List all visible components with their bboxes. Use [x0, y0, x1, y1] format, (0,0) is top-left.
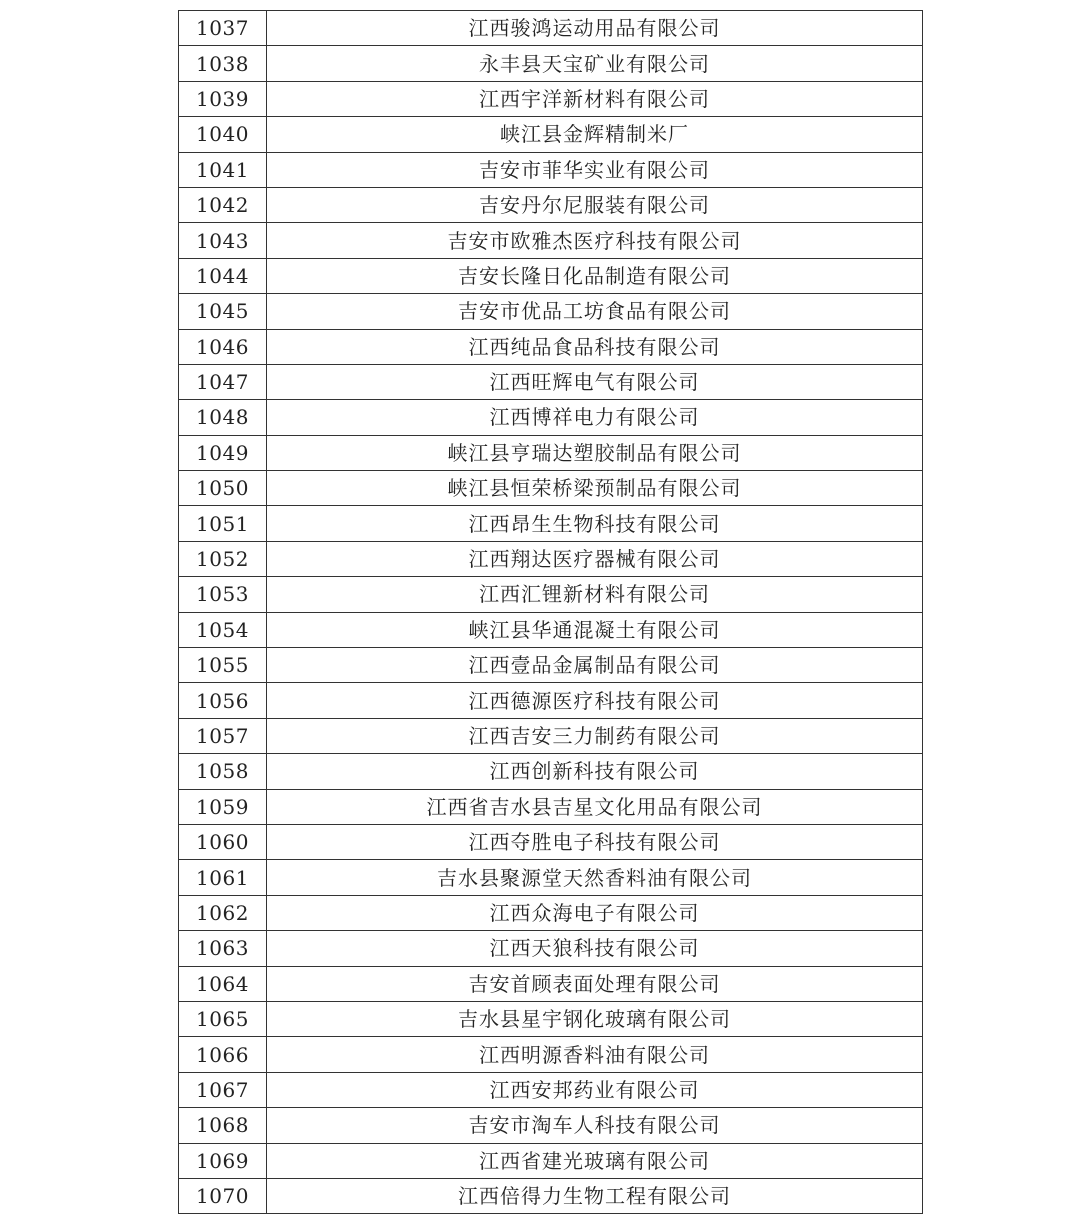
company-name: 峡江县华通混凝土有限公司	[267, 612, 923, 647]
company-name: 永丰县天宝矿业有限公司	[267, 46, 923, 81]
row-number: 1041	[179, 152, 267, 187]
company-name: 江西省建光玻璃有限公司	[267, 1143, 923, 1178]
company-name: 江西夺胜电子科技有限公司	[267, 824, 923, 859]
table-row	[179, 294, 923, 329]
row-number: 1069	[179, 1143, 267, 1178]
company-name: 江西旺辉电气有限公司	[267, 364, 923, 399]
company-name: 江西安邦药业有限公司	[267, 1072, 923, 1107]
table-row	[179, 754, 923, 789]
table-row	[179, 683, 923, 718]
table-row	[179, 506, 923, 541]
table-row	[179, 400, 923, 435]
company-name: 吉水县星宇钢化玻璃有限公司	[267, 1001, 923, 1036]
company-name: 峡江县恒荣桥梁预制品有限公司	[267, 471, 923, 506]
row-number: 1043	[179, 223, 267, 258]
table-row	[179, 789, 923, 824]
company-name: 江西骏鸿运动用品有限公司	[267, 11, 923, 46]
company-name: 江西众海电子有限公司	[267, 895, 923, 930]
table-row	[179, 435, 923, 470]
company-name: 江西博祥电力有限公司	[267, 400, 923, 435]
company-name: 吉安市淘车人科技有限公司	[267, 1108, 923, 1143]
row-number: 1058	[179, 754, 267, 789]
row-number: 1063	[179, 931, 267, 966]
company-list-sheet	[178, 10, 922, 1214]
company-name: 吉水县聚源堂天然香料油有限公司	[267, 860, 923, 895]
row-number: 1056	[179, 683, 267, 718]
table-row	[179, 612, 923, 647]
table-row	[179, 648, 923, 683]
row-number: 1066	[179, 1037, 267, 1072]
row-number: 1045	[179, 294, 267, 329]
row-number: 1038	[179, 46, 267, 81]
row-number: 1055	[179, 648, 267, 683]
row-number: 1064	[179, 966, 267, 1001]
table-row	[179, 718, 923, 753]
company-name: 江西纯品食品科技有限公司	[267, 329, 923, 364]
table-row	[179, 895, 923, 930]
table-row	[179, 152, 923, 187]
company-name: 江西吉安三力制药有限公司	[267, 718, 923, 753]
company-name: 江西德源医疗科技有限公司	[267, 683, 923, 718]
row-number: 1065	[179, 1001, 267, 1036]
row-number: 1048	[179, 400, 267, 435]
row-number: 1052	[179, 541, 267, 576]
company-name: 江西省吉水县吉星文化用品有限公司	[267, 789, 923, 824]
company-name: 江西明源香料油有限公司	[267, 1037, 923, 1072]
table-row	[179, 223, 923, 258]
company-name: 江西创新科技有限公司	[267, 754, 923, 789]
company-name: 江西昂生生物科技有限公司	[267, 506, 923, 541]
row-number: 1039	[179, 81, 267, 116]
row-number: 1067	[179, 1072, 267, 1107]
table-row	[179, 11, 923, 46]
row-number: 1061	[179, 860, 267, 895]
table-row	[179, 1072, 923, 1107]
table-row	[179, 364, 923, 399]
company-name: 江西翔达医疗器械有限公司	[267, 541, 923, 576]
table-row	[179, 541, 923, 576]
table-row	[179, 860, 923, 895]
company-table	[178, 10, 923, 1214]
row-number: 1042	[179, 187, 267, 222]
table-row	[179, 824, 923, 859]
company-name: 江西汇锂新材料有限公司	[267, 577, 923, 612]
company-name: 吉安市优品工坊食品有限公司	[267, 294, 923, 329]
table-row	[179, 46, 923, 81]
company-name: 吉安丹尔尼服装有限公司	[267, 187, 923, 222]
table-row	[179, 81, 923, 116]
row-number: 1053	[179, 577, 267, 612]
row-number: 1040	[179, 117, 267, 152]
row-number: 1070	[179, 1178, 267, 1213]
table-row	[179, 1037, 923, 1072]
table-row	[179, 966, 923, 1001]
row-number: 1059	[179, 789, 267, 824]
company-name: 江西宇洋新材料有限公司	[267, 81, 923, 116]
company-name: 吉安市欧雅杰医疗科技有限公司	[267, 223, 923, 258]
company-name: 吉安市菲华实业有限公司	[267, 152, 923, 187]
row-number: 1044	[179, 258, 267, 293]
row-number: 1037	[179, 11, 267, 46]
table-row	[179, 577, 923, 612]
row-number: 1046	[179, 329, 267, 364]
table-row	[179, 187, 923, 222]
row-number: 1051	[179, 506, 267, 541]
table-row	[179, 117, 923, 152]
table-row	[179, 1001, 923, 1036]
table-row	[179, 258, 923, 293]
company-name: 吉安首顾表面处理有限公司	[267, 966, 923, 1001]
company-name: 江西天狼科技有限公司	[267, 931, 923, 966]
row-number: 1054	[179, 612, 267, 647]
company-table-body	[179, 11, 923, 1214]
table-row	[179, 1143, 923, 1178]
table-row	[179, 471, 923, 506]
company-name: 峡江县金辉精制米厂	[267, 117, 923, 152]
row-number: 1047	[179, 364, 267, 399]
row-number: 1050	[179, 471, 267, 506]
table-row	[179, 1178, 923, 1213]
row-number: 1049	[179, 435, 267, 470]
company-name: 吉安长隆日化品制造有限公司	[267, 258, 923, 293]
table-row	[179, 329, 923, 364]
row-number: 1060	[179, 824, 267, 859]
row-number: 1057	[179, 718, 267, 753]
company-name: 江西壹品金属制品有限公司	[267, 648, 923, 683]
company-name: 峡江县亨瑞达塑胶制品有限公司	[267, 435, 923, 470]
table-row	[179, 1108, 923, 1143]
company-name: 江西倍得力生物工程有限公司	[267, 1178, 923, 1213]
table-row	[179, 931, 923, 966]
row-number: 1068	[179, 1108, 267, 1143]
row-number: 1062	[179, 895, 267, 930]
